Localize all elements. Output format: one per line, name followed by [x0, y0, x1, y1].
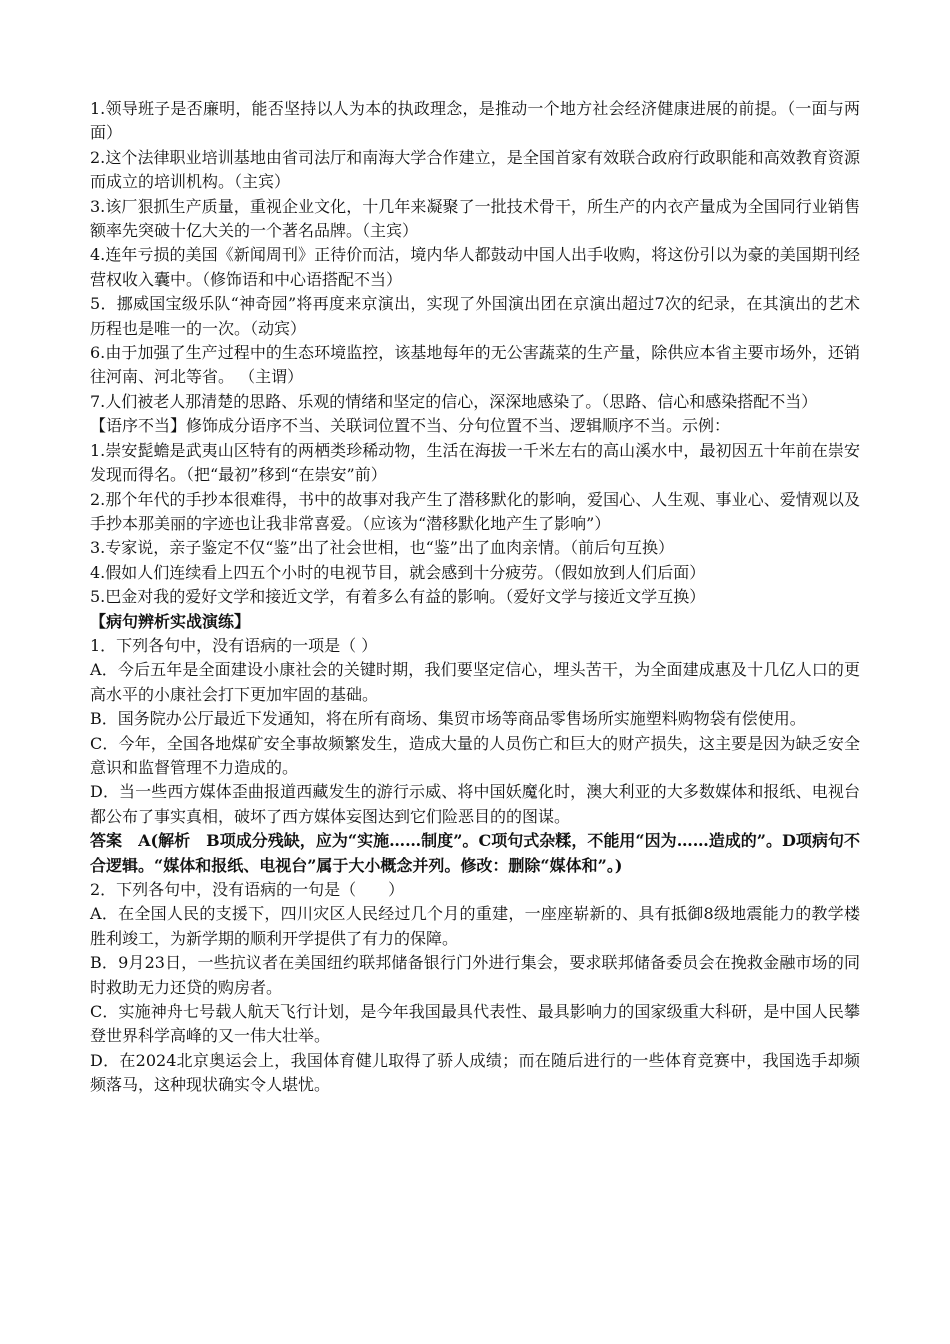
- paragraph-p7: 7.人们被老人那清楚的思路、乐观的情绪和坚定的信心，深深地感染了。（思路、信心和感染搭配不当）: [90, 391, 818, 411]
- paragraph-p9: 1.崇安髭蟾是武夷山区特有的两栖类珍稀动物，生活在海拔一千米左右的高山溪水中，最初因五十年前在崇安发现而得名。（把“最初”移到“在崇安”前）: [90, 440, 860, 485]
- paragraph-p16: A．今后五年是全面建设小康社会的关键时期，我们要坚定信心，埋头苦干，为全面建成惠及十几亿人口的更高水平的小康社会打下更加牢固的基础。: [90, 660, 860, 704]
- paragraph-p10: 2.那个年代的手抄本很难得，书中的故事对我产生了潜移默化的影响，爱国心、人生观、事业心、爱情观以及手抄本那美丽的字迹也让我非常喜爱。（应该为“潜移默化地产生了影响”）: [90, 489, 860, 533]
- paragraph-p8: 【语序不当】修饰成分语序不当、关联词位置不当、分句位置不当、逻辑顺序不当。示例：: [90, 416, 731, 436]
- paragraph-p14: 【病句辨析实战演练】: [90, 611, 251, 631]
- paragraph-p3: 3.该厂狠抓生产质量，重视企业文化，十几年来凝聚了一批技术骨干，所生产的内衣产量成为全国同行业销售额率先突破十亿大关的一个著名品牌。（主宾）: [90, 196, 860, 241]
- paragraph-p17: B．国务院办公厅最近下发通知，将在所有商场、集贸市场等商品零售场所实施塑料购物袋有偿使用。: [90, 709, 806, 729]
- paragraph-p1: 1.领导班子是否廉明，能否坚持以人为本的执政理念，是推动一个地方社会经济健康进展的前提。（一面与两面）: [90, 99, 860, 143]
- paragraph-p15: 1．下列各句中，没有语病的一项是（ ）: [90, 635, 378, 655]
- paragraph-p21: 2．下列各句中，没有语病的一句是（ ）: [90, 880, 405, 899]
- paragraph-p2: 2.这个法律职业培训基地由省司法厅和南海大学合作建立，是全国首家有效联合政府行政职能和高效教育资源而成立的培训机构。（主宾）: [90, 147, 860, 192]
- paragraph-p11: 3.专家说，亲子鉴定不仅“鉴”出了社会世相，也“鉴”出了血肉亲情。（前后句互换）: [90, 538, 674, 558]
- paragraph-p19: D．当一些西方媒体歪曲报道西藏发生的游行示威、将中国妖魔化时，澳大利亚的大多数媒体和报纸、电视台都公布了事实真相，破坏了西方媒体妄图达到它们险恶目的的图谋。: [90, 782, 860, 826]
- document-body: [90, 97, 860, 1098]
- paragraph-p6: 6.由于加强了生产过程中的生态环境监控，该基地每年的无公害蔬菜的生产量，除供应本省主要市场外，还销往河南、河北等省。 （主谓）: [90, 343, 860, 387]
- paragraph-p20: 答案 A(解析 B项成分残缺，应为“实施……制度”。C项句式杂糅，不能用“因为……造成的”。D项病句不合逻辑。“媒体和报纸、电视台”属于大小概念并列。修改：删除“媒体和”。): [90, 831, 860, 875]
- paragraph-p25: D．在2024北京奥运会上，我国体育健儿取得了骄人成绩；而在随后进行的一些体育竞赛中，我国选手却频频落马，这种现状确实令人堪忧。: [90, 1050, 860, 1095]
- paragraph-p24: C．实施神舟七号载人航天飞行计划，是今年我国最具代表性、最具影响力的国家级重大科研，是中国人民攀登世界科学高峰的又一伟大壮举。: [90, 1002, 860, 1046]
- paragraph-p5: 5．挪威国宝级乐队“神奇园”将再度来京演出，实现了外国演出团在京演出超过7次的纪录，在其演出的艺术历程也是唯一的一次。（动宾）: [90, 294, 860, 338]
- paragraph-p22: A．在全国人民的支援下，四川灾区人民经过几个月的重建，一座座崭新的、具有抵御8级地震能力的教学楼胜利竣工，为新学期的顺利开学提供了有力的保障。: [90, 904, 860, 948]
- paragraph-p23: B．9月23日，一些抗议者在美国纽约联邦储备银行门外进行集会，要求联邦储备委员会在挽救金融市场的同时救助无力还贷的购房者。: [90, 953, 860, 997]
- paragraph-p13: 5.巴金对我的爱好文学和接近文学，有着多么有益的影响。（爱好文学与接近文学互换）: [90, 587, 706, 607]
- paragraph-p18: C．今年，全国各地煤矿安全事故频繁发生，造成大量的人员伤亡和巨大的财产损失，这主要是因为缺乏安全意识和监督管理不力造成的。: [90, 733, 860, 777]
- paragraph-p4: 4.连年亏损的美国《新闻周刊》正待价而沽，境内华人都鼓动中国人出手收购，将这份引以为豪的美国期刊经营权收入囊中。（修饰语和中心语搭配不当）: [90, 245, 860, 289]
- paragraph-p12: 4.假如人们连续看上四五个小时的电视节目，就会感到十分疲劳。（假如放到人们后面）: [90, 562, 706, 582]
